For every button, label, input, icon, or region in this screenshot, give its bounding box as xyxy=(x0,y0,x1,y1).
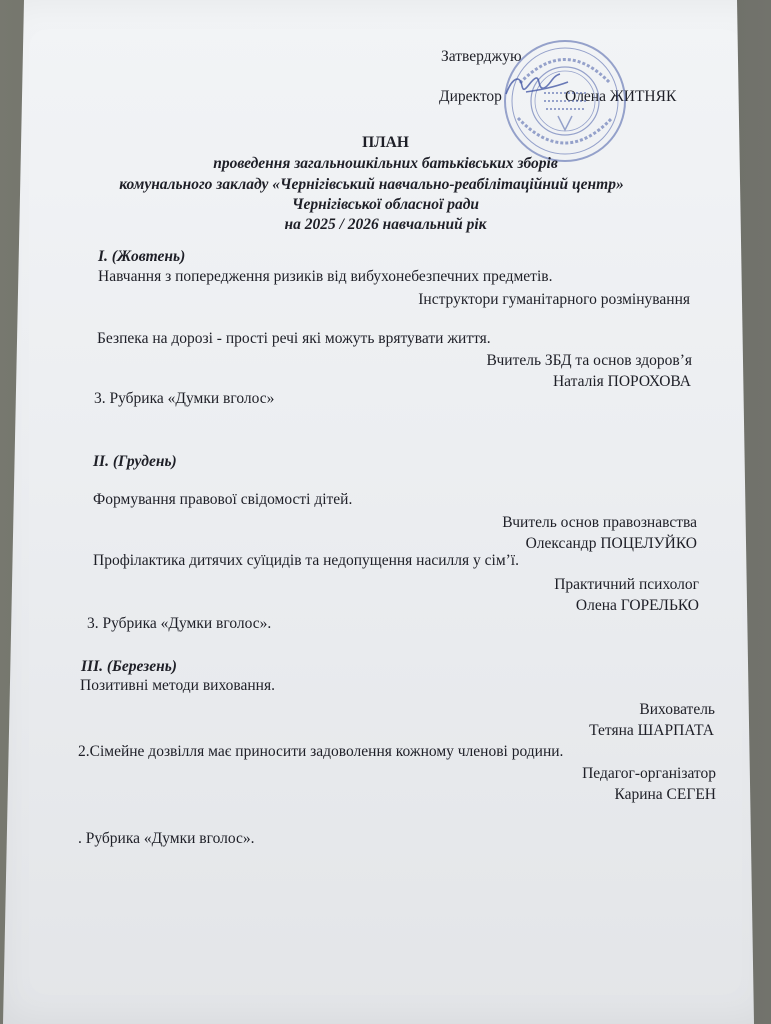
agenda-item: Профілактика дитячих суїцидів та недопущення насилля у сім’ї. xyxy=(93,552,519,569)
speaker-role: Педагог-організатор xyxy=(582,765,716,782)
agenda-item: . Рубрика «Думки вголос». xyxy=(78,830,255,847)
agenda-item: Формування правової свідомості дітей. xyxy=(93,491,353,508)
section-heading: I. (Жовтень) xyxy=(98,248,186,265)
director-name: Олена ЖИТНЯК xyxy=(565,88,677,105)
agenda-item: Навчання з попередження ризиків від вибухонебезпечних предметів. xyxy=(98,268,553,285)
speaker-name: Наталія ПОРОХОВА xyxy=(552,373,691,390)
speaker-name: Тетяна ШАРПАТА xyxy=(589,722,714,739)
speaker-name: Олена ГОРЕЛЬКО xyxy=(575,597,699,614)
agenda-item: 3. Рубрика «Думки вголос». xyxy=(87,615,272,632)
section-heading: II. (Грудень) xyxy=(93,453,177,470)
speaker-role: Інструктори гуманітарного розмінування xyxy=(418,291,690,308)
agenda-item: Безпека на дорозі - прості речі які можуть врятувати життя. xyxy=(97,330,491,347)
title-line-1: проведення загальношкільних батьківських зборів xyxy=(213,155,558,172)
speaker-role: Вчитель ЗБД та основ здоров’я xyxy=(486,352,692,369)
speaker-name: Карина СЕГЕН xyxy=(614,786,716,803)
director-role: Директор xyxy=(439,88,502,105)
title-line-4: на 2025 / 2026 навчальний рік xyxy=(284,216,487,233)
approval-label: Затверджую xyxy=(441,48,522,65)
document-title: ПЛАН xyxy=(362,134,409,151)
speaker-role: Практичний психолог xyxy=(554,576,699,593)
speaker-role: Вчитель основ правознавства xyxy=(502,514,697,531)
title-line-3: Чернігівської обласної ради xyxy=(291,196,480,213)
agenda-item: 2.Сімейне дозвілля має приносити задоволення кожному членові родини. xyxy=(78,743,564,760)
section-heading: III. (Березень) xyxy=(81,658,177,675)
title-line-2: комунального закладу «Чернігівський навчально-реабілітаційний центр» xyxy=(119,176,624,193)
speaker-role: Вихователь xyxy=(639,701,715,718)
speaker-name: Олександр ПОЦЕЛУЙКО xyxy=(525,535,697,552)
signature-icon xyxy=(502,68,572,104)
agenda-item: Позитивні методи виховання. xyxy=(80,677,275,694)
agenda-item: 3. Рубрика «Думки вголос» xyxy=(94,390,275,407)
